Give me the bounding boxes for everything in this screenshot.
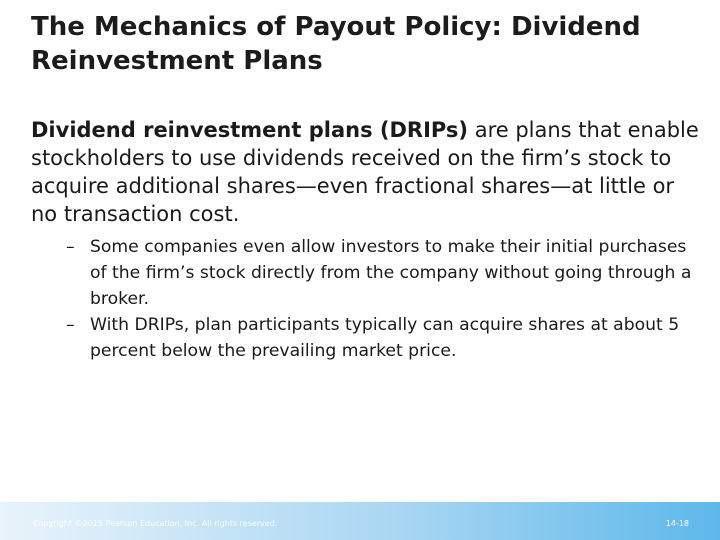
main-bullet (31, 116, 701, 228)
footer-copyright: Copyright ©2015 Pearson Education, Inc. All rights reserved. (33, 519, 278, 528)
dash-bullet-icon: – (66, 237, 75, 257)
sub-bullet-list (66, 234, 696, 364)
sub-bullet-item (66, 234, 696, 312)
slide-title: The Mechanics of Payout Policy: Dividend Reinvestment Plans (31, 12, 641, 76)
sub-bullet-text: With DRIPs, plan participants typically can acquire shares at about 5 percent below the prevailing market price. (90, 315, 680, 361)
dash-bullet-icon: – (66, 315, 75, 335)
footer-bar (0, 502, 720, 540)
main-bullet-term: Dividend reinvestment plans (DRIPs) (31, 118, 469, 142)
sub-bullet-text: Some companies even allow investors to make their initial purchases of the firm’s stock directly from the company without going through a broker. (90, 237, 692, 309)
main-bullet-text: are plans that enable stockholders to use dividends received on the firm’s stock to acquire additional shares—even fractional shares—at little or no transaction cost. (31, 118, 699, 226)
page-number: 14-18 (665, 519, 689, 528)
sub-bullet-item (66, 312, 696, 364)
